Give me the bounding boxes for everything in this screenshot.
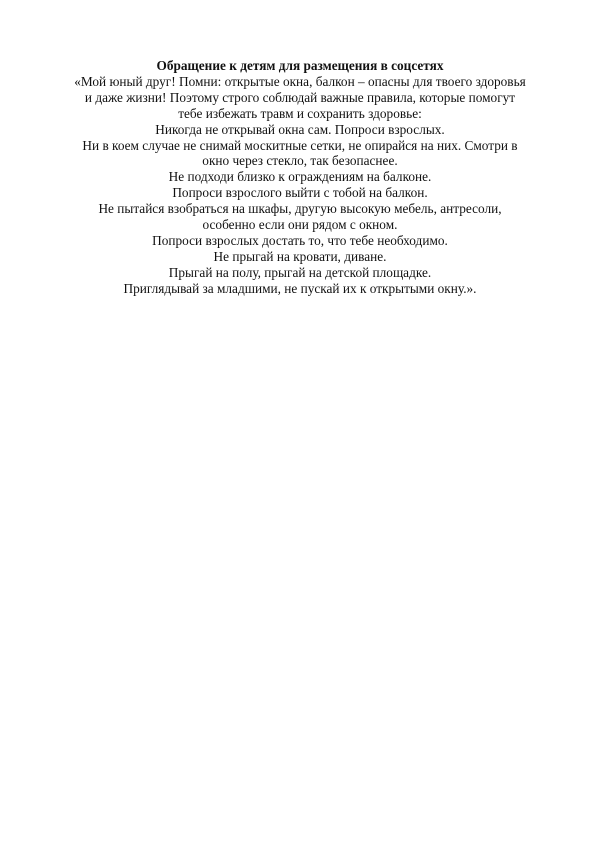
text-line: Приглядывай за младшими, не пускай их к открытыми окну.». xyxy=(123,280,477,296)
text-line: Никогда не открывай окна сам. Попроси взрослых. xyxy=(155,121,445,137)
text-line: Не подходи близко к ограждениям на балконе. xyxy=(168,169,432,185)
paragraph-rule xyxy=(60,185,540,201)
text-line: Попроси взрослого выйти с тобой на балкон. xyxy=(172,185,428,201)
text-line: Попроси взрослых достать то, что тебе необходимо. xyxy=(152,232,448,248)
text-line: тебе избежать травм и сохранить здоровье: xyxy=(178,105,422,121)
paragraph-rule xyxy=(60,249,540,265)
paragraph-rule xyxy=(60,138,540,170)
paragraph-rule xyxy=(60,201,540,233)
text-line: Не пытайся взобраться на шкафы, другую высокую мебель, антресоли, xyxy=(98,201,502,217)
paragraph-rule xyxy=(60,122,540,138)
paragraph-rule xyxy=(60,265,540,281)
text-line: особенно если они рядом с окном. xyxy=(202,217,398,233)
text-line: Не прыгай на кровати, диване. xyxy=(213,248,387,264)
paragraph-intro xyxy=(60,74,540,122)
text-line: Ни в коем случае не снимай москитные сетки, не опирайся на них. Смотри в xyxy=(82,137,518,153)
paragraph-rule xyxy=(60,169,540,185)
paragraph-closing xyxy=(60,281,540,297)
document-title: Обращение к детям для размещения в соцсетях xyxy=(156,58,444,73)
text-line: и даже жизни! Поэтому строго соблюдай важные правила, которые помогут xyxy=(84,89,516,105)
text-line: Прыгай на полу, прыгай на детской площадке. xyxy=(168,264,432,280)
text-line: окно через стекло, так безопаснее. xyxy=(202,153,398,169)
paragraph-rule xyxy=(60,233,540,249)
text-line: «Мой юный друг! Помни: открытые окна, балкон – опасны для твоего здоровья xyxy=(74,73,526,89)
document-body xyxy=(60,58,540,297)
